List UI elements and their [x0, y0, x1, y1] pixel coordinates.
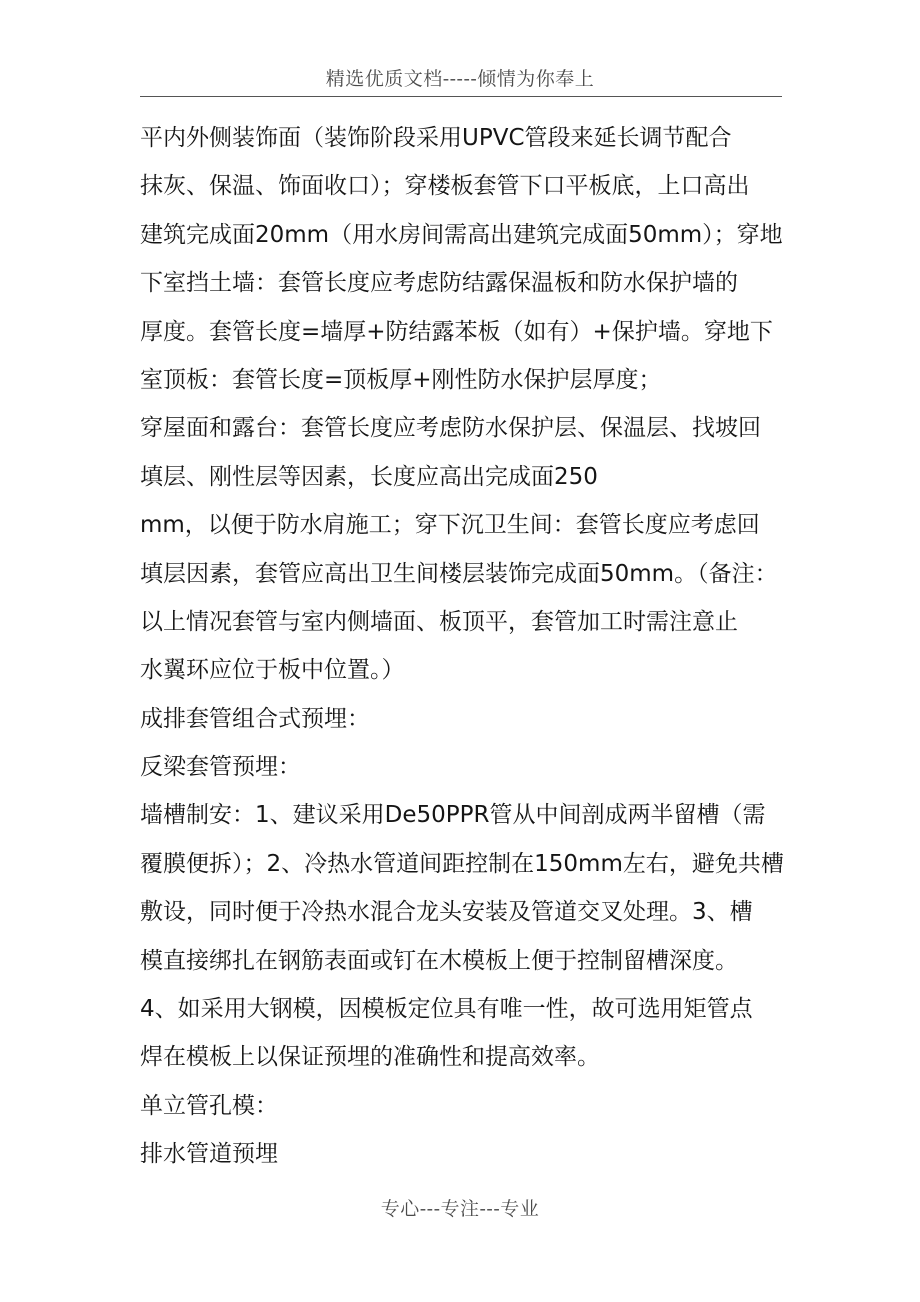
document-body: [140, 114, 790, 1179]
body-line: 下室挡土墙：套管长度应考虑防结露保温板和防水保护墙的: [140, 270, 738, 297]
page-footer: 专心---专注---专业: [380, 1198, 540, 1220]
body-line: 覆膜便拆）；2、冷热水管道间距控制在150mm左右，避免共槽: [140, 850, 784, 877]
page-header: 精选优质文档-----倾情为你奉上: [325, 68, 595, 90]
body-line: 模直接绑扎在钢筋表面或钉在木模板上便于控制留槽深度。: [140, 947, 738, 974]
body-line: 填层、刚性层等因素，长度应高出完成面250: [140, 463, 598, 490]
body-line: 4、如采用大钢模，因模板定位具有唯一性，故可选用矩管点: [140, 996, 753, 1023]
body-line: 填层因素，套管应高出卫生间楼层装饰完成面50mm。（备注：: [140, 560, 778, 587]
body-line: 抹灰、保温、饰面收口）；穿楼板套管下口平板底，上口高出: [140, 173, 750, 200]
body-line: 穿屋面和露台：套管长度应考虑防水保护层、保温层、找坡回: [140, 415, 761, 442]
body-line: 敷设，同时便于冷热水混合龙头安装及管道交叉处理。3、槽: [140, 899, 753, 926]
section-heading: 反梁套管预埋：: [140, 754, 301, 781]
body-line: 焊在模板上以保证预埋的准确性和提高效率。: [140, 1044, 600, 1071]
body-line: 水翼环应位于板中位置。）: [140, 657, 405, 684]
body-line: mm，以便于防水肩施工；穿下沉卫生间：套管长度应考虑回: [140, 512, 760, 539]
body-line: 以上情况套管与室内侧墙面、板顶平，套管加工时需注意止: [140, 608, 738, 635]
body-line: 室顶板：套管长度=顶板厚+刚性防水保护层厚度；: [140, 366, 662, 393]
section-heading: 单立管孔模：: [140, 1092, 278, 1119]
section-heading: 成排套管组合式预埋：: [140, 705, 370, 732]
body-line: 厚度。套管长度=墙厚+防结露苯板（如有）+保护墙。穿地下: [140, 318, 773, 345]
body-line: 平内外侧装饰面（装饰阶段采用UPVC管段来延长调节配合: [140, 125, 732, 151]
section-heading: 排水管道预埋: [140, 1141, 278, 1168]
header-divider: [140, 96, 782, 97]
body-line: 墙槽制安：1、建议采用De50PPR管从中间剖成两半留槽（需: [140, 802, 766, 829]
body-line: 建筑完成面20mm（用水房间需高出建筑完成面50mm）；穿地: [140, 221, 783, 248]
